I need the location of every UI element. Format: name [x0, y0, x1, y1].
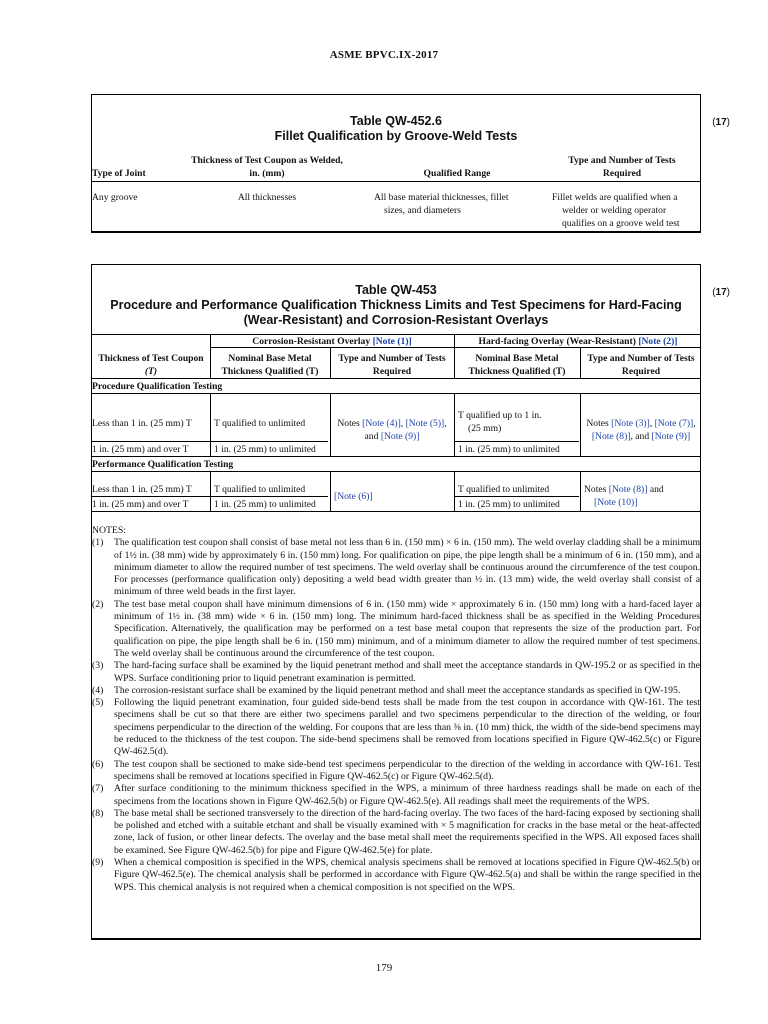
note-item: [92, 685, 700, 697]
vrule-3b: [454, 393, 455, 456]
rule-header-bottom: [92, 378, 700, 379]
notes-list: [92, 537, 700, 894]
note-number: (8): [92, 807, 104, 819]
table-title-line1: Procedure and Performance Qualification Thickness Limits and Test Specimens for Hard-Facing: [110, 298, 682, 312]
note-text: The base metal shall be sectioned transversely to the direction of the hard-facing overlay. The two faces of the hard-facing exposed by sectioning shall be polished and etched with a suitable etchant and shall be visually examined with × 5 magnification for cracks in the base metal or the heat-affected zone, lack of fusion, or other linear defects. The overlay and the base metal shall meet the requirements specified in the WPS. All exposed faces shall be examined. See Figure QW-462.5(b) for pipe and Figure QW-462.5(e) for plate.: [114, 807, 700, 856]
section-performance: Performance Qualification Testing: [92, 459, 234, 470]
note-7-link[interactable]: [Note (7)]: [654, 418, 694, 429]
note-text: The qualification test coupon shall consist of base metal not less than 6 in. (150 mm) × 6 in. (150 mm). The weld overlay cladding shall be a minimum of 1½ in. (38 mm) wide by approximately 6 in. (150 mm) long. For qualification on pipe, the pipe length shall be a minimum of 6 in. (150 mm), and a minimum diameter to allow the required number of test specimens. The weld overlay shall be continuous around the circumference of the test coupon. For processes (performance qualification only) depositing a weld bead width greater than ½ in. (13 mm) wide, the weld overlay shall consist of a minimum of three weld beads in the first layer.: [114, 537, 700, 598]
vrule-2c: [330, 471, 331, 511]
col-header-qualified-range: Qualified Range: [423, 168, 491, 179]
note-number: (3): [92, 660, 104, 672]
group-header-corrosion: Corrosion-Resistant Overlay [Note (1)]: [252, 336, 412, 347]
col-header-thickness: Thickness of Test Coupon (T): [98, 353, 204, 377]
col-header-hf-tests: Type and Number of Tests Required: [587, 353, 695, 377]
section-procedure: Procedure Qualification Testing: [92, 381, 223, 392]
cell-tests: Fillet welds are qualified when a welder or welding operator qualifies on a groove weld test: [552, 192, 680, 229]
note-text: When a chemical composition is specified in the WPS, chemical analysis specimens shall be removed at locations specified in Figure QW-462.5(b) or Figure QW-462.5(e). The chemical analysis shall be performed in accordance with Figure QW-462.5(a) and shall be within the range specified in the WPS. This chemical analysis is not required when a chemical composition is not specified on the WPS.: [114, 857, 700, 893]
col-header-thickness: Thickness of Test Coupon as Welded, in. (mm): [191, 155, 343, 179]
col-header-tests: Type and Number of Tests Required: [568, 155, 676, 179]
perf-cr-nominal-2: 1 in. (25 mm) to unlimited: [214, 499, 316, 510]
note-number: (6): [92, 758, 104, 770]
col-header-type-of-joint: Type of Joint: [92, 168, 146, 179]
group-header-hardfacing: Hard-facing Overlay (Wear-Resistant) [Note (2)]: [478, 336, 678, 347]
proc-cr-tests: Notes [Note (4)], [Note (5)], and [Note (9)]: [337, 418, 447, 442]
note-text: After surface conditioning to the minimum thickness specified in the WPS, a minimum of three hardness readings shall be made on each of the specimens from the locations shown in Figure QW-462.5(b) or Figure QW-462.5(e). All readings shall meet the requirements of the WPS.: [114, 783, 700, 807]
note-number: (2): [92, 598, 104, 610]
table-title-line2: (Wear-Resistant) and Corrosion-Resistant Overlays: [243, 313, 549, 327]
note-6-link[interactable]: [Note (6)]: [334, 491, 373, 502]
revision-year-tag-2: (17): [712, 287, 730, 298]
table-qw-453: [91, 264, 701, 940]
col-header-hf-nominal: Nominal Base Metal Thickness Qualified (T): [468, 353, 566, 377]
note-text: The hard-facing surface shall be examined by the liquid penetrant method and shall meet the acceptance standards in QW-195.2 or as specified in the WPS. Surface conditioning prior to liquid penetrant examination is permitted.: [114, 660, 700, 684]
perf-hf-nominal-1: T qualified to unlimited: [458, 484, 550, 495]
perf-cr-tests: [334, 490, 373, 503]
note-text: The test base metal coupon shall have minimum dimensions of 6 in. (150 mm) wide × approximately 6 in. (150 mm) long with a hard-faced layer a minimum of 1½ in. (38 mm) wide × 6 in. (150 mm) long. The minimum hard-faced thickness shall be as specified in the Welding Procedures Specification. Alternatively, the qualification may be performed on a test base metal coupon that represents the size of the production part. For qualification on pipe, the pipe length shall be 6 in. (150 mm) minimum, and of a minimum diameter to allow the required number of test specimens. The weld overlay shall be continuous around the circumference of the test coupon.: [114, 598, 700, 659]
rule-proc-mid-b: [454, 441, 579, 442]
rule-perf-section: [92, 471, 700, 472]
note-item: [92, 660, 700, 685]
table-title: Fillet Qualification by Groove-Weld Tests: [274, 129, 518, 143]
note-9-link[interactable]: [Note (9)]: [651, 431, 691, 442]
note-number: (5): [92, 697, 104, 709]
note-number: (9): [92, 857, 104, 869]
proc-cr-nominal-1: T qualified to unlimited: [214, 418, 306, 429]
proc-hf-nominal-2: 1 in. (25 mm) to unlimited: [458, 444, 560, 455]
rule-perf-mid-b: [454, 496, 579, 497]
revision-year-tag-1: (17): [712, 117, 730, 128]
proc-hf-tests: Notes [Note (3)], [Note (7)], [Note (8)], and [Note (9)]: [586, 418, 696, 442]
note-item: [92, 599, 700, 660]
note-text: Following the liquid penetrant examination, four guided side-bend tests shall be made from the test coupon in accordance with QW-161. The test specimens shall be cut so that there are either two specimens parallel and two specimens perpendicular to the direction of the welding, or four specimens perpendicular to the direction of the welding. For coupons that are less than ⅜ in. (10 mm) thick, the width of the side-bend specimens may be reduced to the thickness of the test coupon. The side-bend specimens shall be removed from locations specified in Figure QW-462.5(c) or Figure QW-462.5(d).: [114, 697, 700, 758]
note-2-link[interactable]: [Note (2)]: [638, 336, 678, 347]
rule-perf-bottom: [92, 511, 700, 512]
col-header-cr-tests: Type and Number of Tests Required: [338, 353, 446, 377]
note-8-link[interactable]: [Note (8)]: [608, 484, 648, 495]
proc-thickness-2: 1 in. (25 mm) and over T: [92, 444, 189, 455]
note-text: The corrosion-resistant surface shall be examined by the liquid penetrant method and shall meet the acceptance standards as specified in QW-195.: [114, 684, 681, 696]
note-item: [92, 783, 700, 808]
vrule-4c: [580, 471, 581, 511]
vrule-1b: [210, 393, 211, 456]
note-item: [92, 857, 700, 894]
note-item: [92, 759, 700, 784]
perf-thickness-1: Less than 1 in. (25 mm) T: [92, 484, 192, 495]
notes-block: [92, 525, 700, 894]
rule-proc-bottom: [92, 456, 700, 457]
table-number: Table QW-453: [355, 283, 437, 297]
page-number: 179: [375, 962, 393, 974]
notes-heading: NOTES:: [92, 525, 126, 536]
note-4-link[interactable]: [Note (4)]: [362, 418, 401, 429]
header-rule: [92, 181, 700, 182]
cell-thickness: All thicknesses: [237, 192, 297, 203]
table-number: Table QW-452.6: [350, 114, 442, 128]
note-item: [92, 537, 700, 598]
proc-hf-nominal-1: T qualified up to 1 in. (25 mm): [458, 410, 542, 434]
perf-hf-nominal-2: 1 in. (25 mm) to unlimited: [458, 499, 560, 510]
note-8-link[interactable]: [Note (8)]: [591, 431, 631, 442]
note-1-link[interactable]: [Note (1)]: [372, 336, 412, 347]
note-number: (1): [92, 537, 104, 549]
note-item: [92, 808, 700, 857]
note-9-link[interactable]: [Note (9)]: [380, 431, 420, 442]
perf-hf-tests: Notes [Note (8)] and [Note (10)]: [584, 484, 664, 508]
note-item: [92, 697, 700, 758]
vrule-3c: [454, 471, 455, 511]
note-number: (4): [92, 684, 104, 696]
note-number: (7): [92, 783, 104, 795]
proc-cr-nominal-2: 1 in. (25 mm) to unlimited: [214, 444, 316, 455]
table-qw-452-6: [91, 94, 701, 233]
note-3-link[interactable]: [Note (3)]: [611, 418, 650, 429]
cell-joint: Any groove: [92, 192, 138, 203]
note-10-link[interactable]: [Note (10)]: [594, 497, 638, 508]
perf-thickness-2: 1 in. (25 mm) and over T: [92, 499, 189, 510]
vrule-1c: [210, 471, 211, 511]
perf-cr-nominal-1: T qualified to unlimited: [214, 484, 306, 495]
note-text: The test coupon shall be sectioned to make side-bend test specimens perpendicular to the direction of the welding in accordance with QW-161. Test specimens shall be removed at locations specified in Figure QW-462.5(c) or Figure QW-462.5(d).: [114, 758, 700, 782]
cell-range: All base material thicknesses, fillet sizes, and diameters: [374, 192, 509, 216]
col-header-cr-nominal: Nominal Base Metal Thickness Qualified (T): [221, 353, 319, 377]
running-head: ASME BPVC.IX-2017: [329, 49, 439, 61]
proc-thickness-1: Less than 1 in. (25 mm) T: [92, 418, 192, 429]
rule-proc-section: [92, 393, 700, 394]
note-5-link[interactable]: [Note (5)]: [405, 418, 445, 429]
